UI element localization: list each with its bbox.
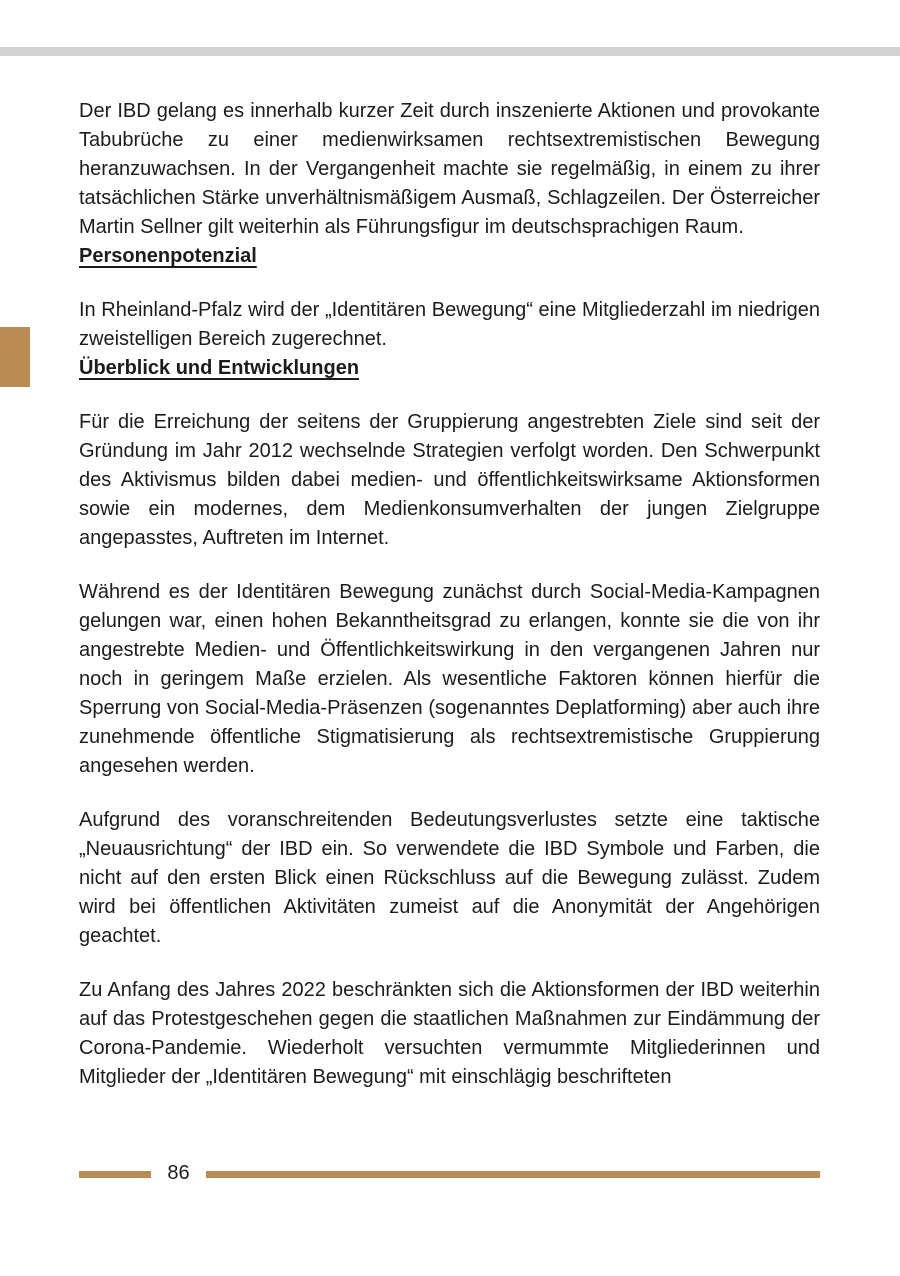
- footer-rule-left: [79, 1171, 151, 1178]
- intro-paragraph: Der IBD gelang es innerhalb kurzer Zeit durch inszenierte Aktionen und provokante Tabubrüche zu einer medienwirksamen rechtsextremistischen Bewegung heranzuwachsen. In der Vergangenheit machte sie regelmäßig, in einem zu ihrer tatsächlichen Stärke unverhältnismäßigem Ausmaß, Schlagzeilen. Der Österreicher Martin Sellner gilt weiterhin als Führungsfigur im deutschsprachigen Raum.: [79, 100, 820, 238]
- section-heading-ueberblick: [79, 354, 820, 383]
- section-heading-label: Personenpotenzial: [79, 245, 257, 267]
- top-divider: [0, 47, 900, 56]
- strategy-paragraph: Für die Erreichung der seitens der Gruppierung angestrebten Ziele sind seit der Gründung im Jahr 2012 wechselnde Strategien verfolgt worden. Den Schwerpunkt des Aktivismus bilden dabei medien- und öffentlichkeitswirksame Aktionsformen sowie ein modernes, dem Medienkonsumverhalten der jungen Zielgruppe angepasstes, Auftreten im Internet.: [79, 411, 820, 549]
- social-media-paragraph: Während es der Identitären Bewegung zunächst durch Social-Media-Kampagnen gelungen war, einen hohen Bekanntheitsgrad zu erlangen, konnte sie die von ihr angestrebte Medien- und Öffentlichkeitswirkung in den vergangenen Jahren nur noch in geringem Maße erzielen. Als wesentliche Faktoren können hierfür die Sperrung von Social-Media-Präsenzen (sogenanntes Deplatforming) aber auch ihre zunehmende öffentliche Stigmatisierung als rechtsextremistische Gruppierung angesehen werden.: [79, 581, 820, 777]
- page-number: 86: [167, 1162, 190, 1184]
- footer-rule-right: [206, 1171, 820, 1178]
- section-heading-label: Überblick und Entwicklungen: [79, 357, 360, 379]
- chapter-marker-tab: [0, 327, 30, 387]
- reorientation-paragraph: Aufgrund des voranschreitenden Bedeutungsverlustes setzte eine taktische „Neuausrichtung“ der IBD ein. So verwendete die IBD Symbole und Farben, die nicht auf den ersten Blick einen Rückschluss auf die Bewegung zulässt. Zudem wird bei öffentlichen Aktivitäten zumeist auf die Anonymität der Angehörigen geachtet.: [79, 809, 820, 947]
- section-heading-personenpotenzial: [79, 242, 820, 271]
- page-body: [79, 97, 820, 1092]
- membership-paragraph: In Rheinland-Pfalz wird der „Identitären Bewegung“ eine Mitgliederzahl im niedrigen zweistelligen Bereich zugerechnet.: [79, 299, 820, 350]
- activities-paragraph: Zu Anfang des Jahres 2022 beschränkten sich die Aktionsformen der IBD weiterhin auf das Protestgeschehen gegen die staatlichen Maßnahmen zur Eindämmung der Corona-Pandemie. Wiederholt versuchten vermummte Mitgliederinnen und Mitglieder der „Identitären Bewegung“ mit einschlägig beschrifteten: [79, 979, 820, 1088]
